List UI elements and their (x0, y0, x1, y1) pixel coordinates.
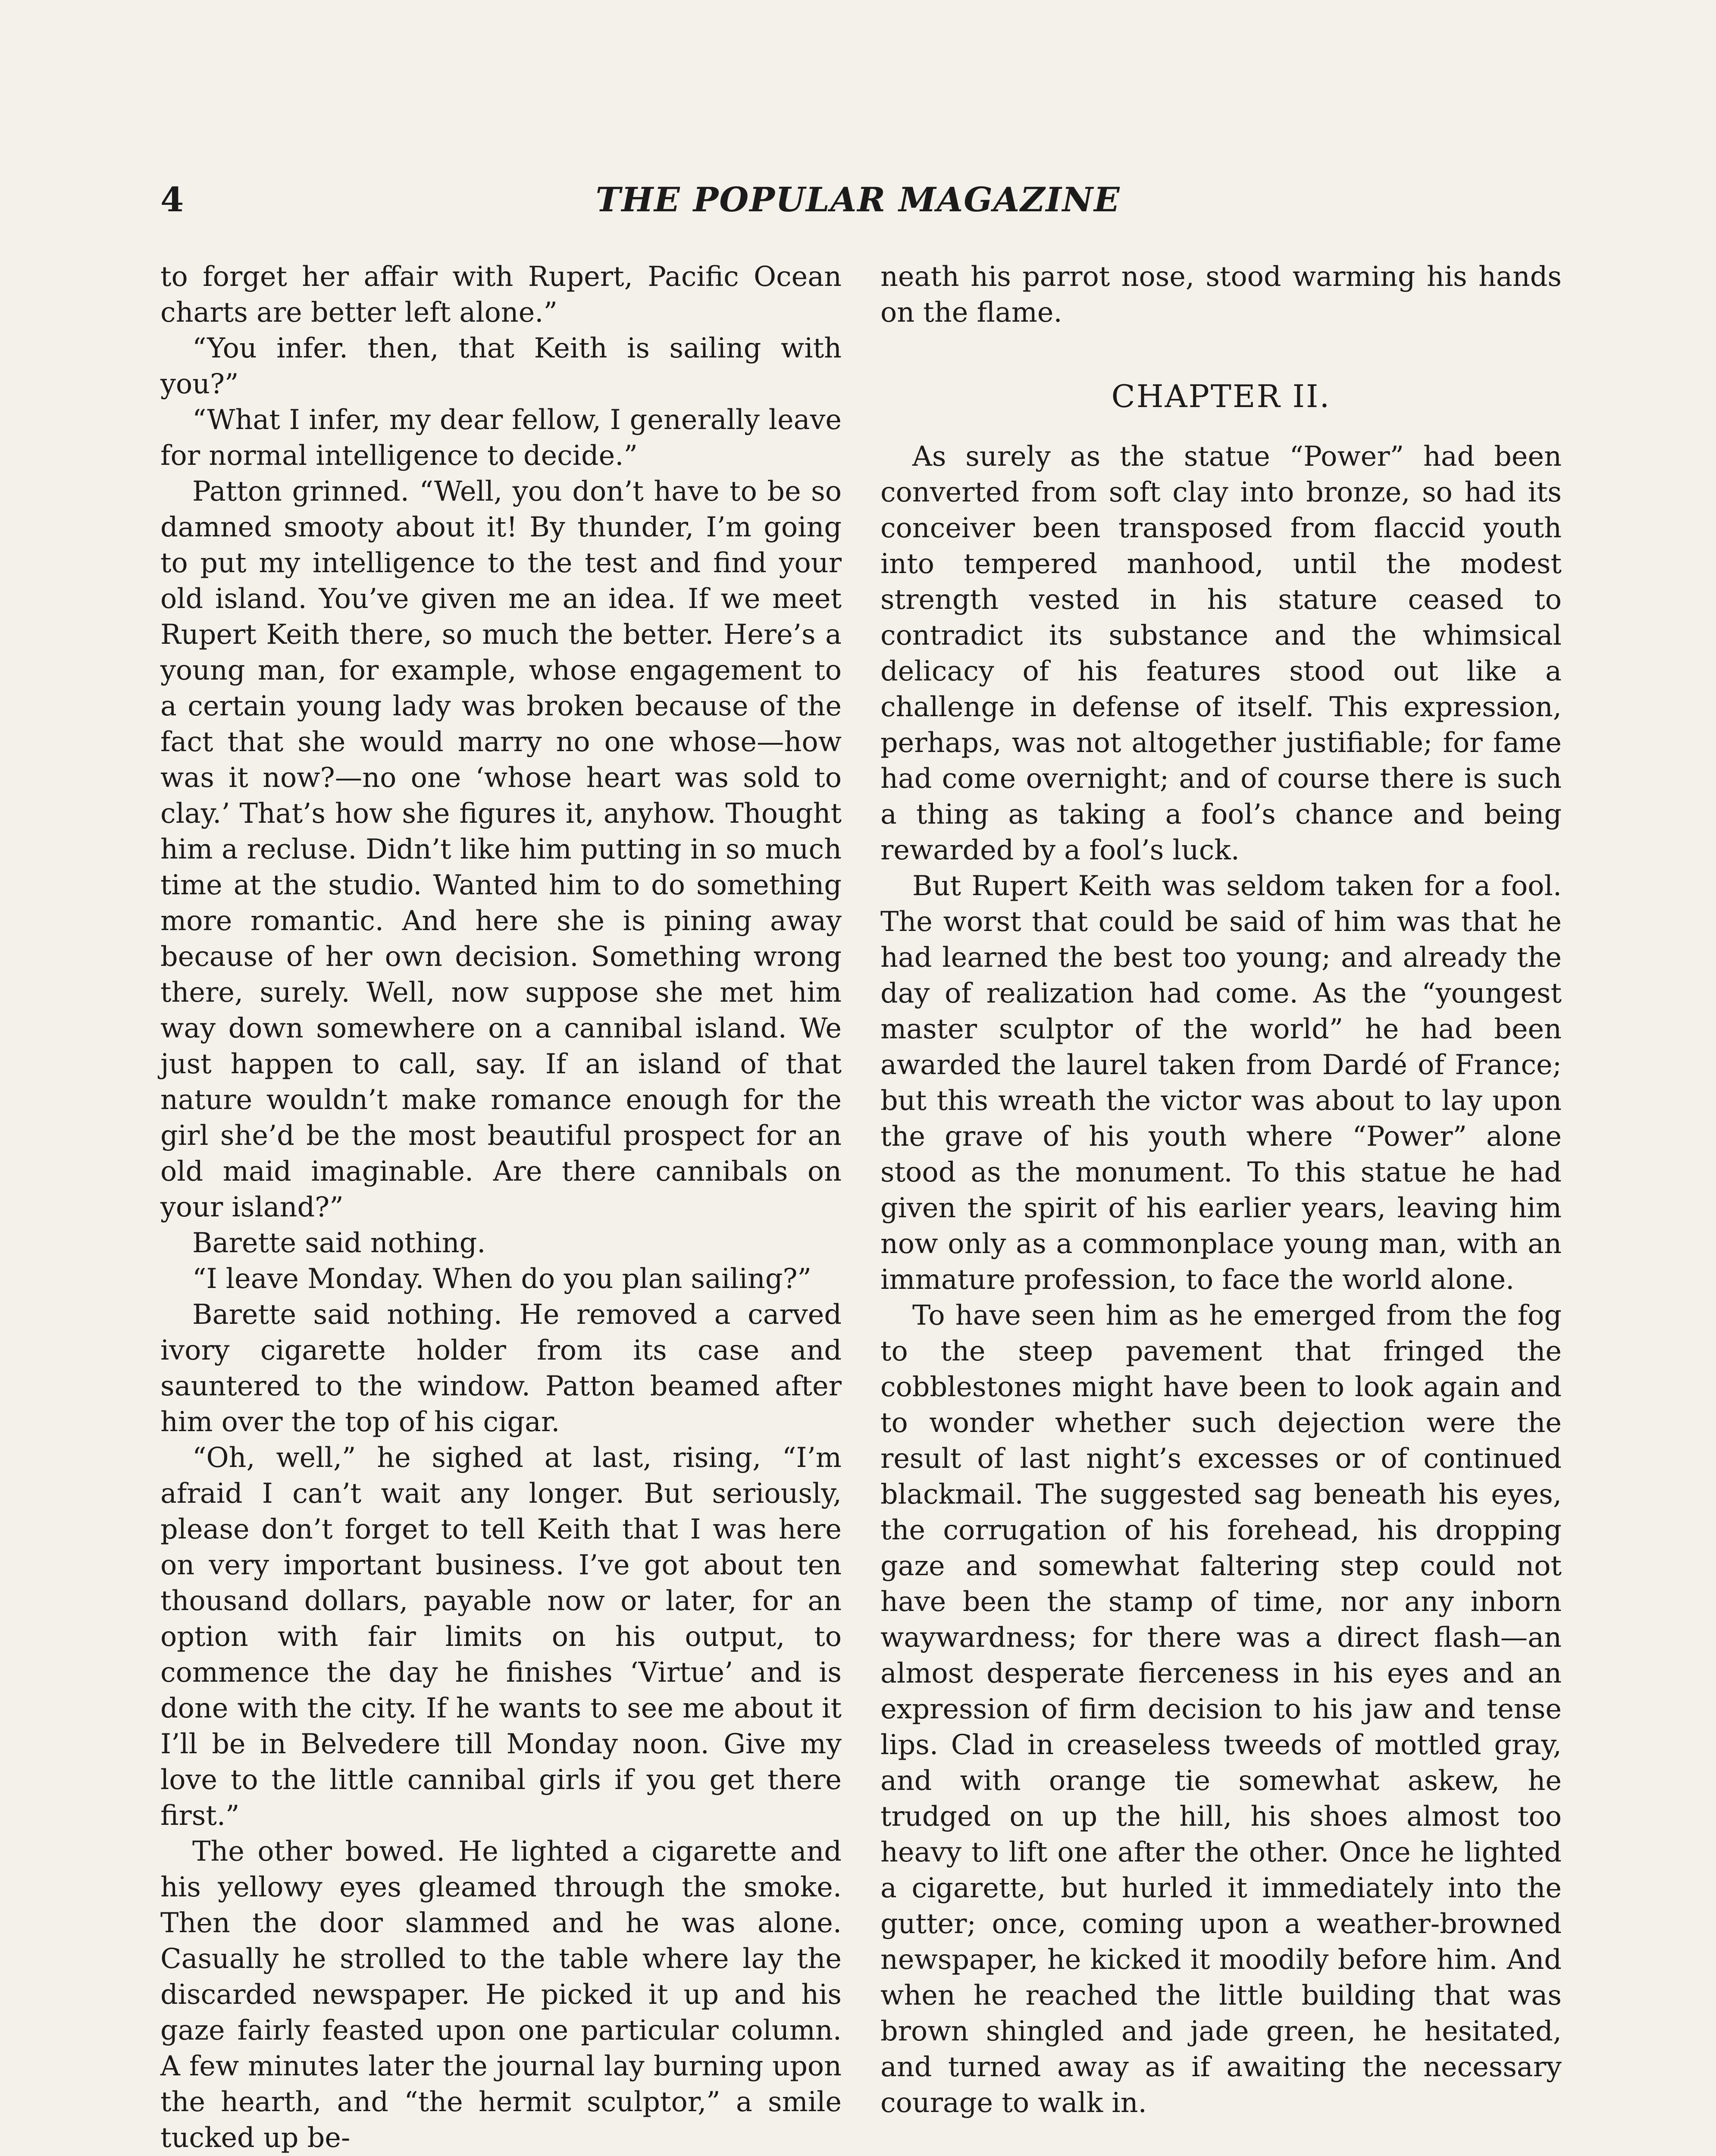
paragraph: Barette said nothing. He removed a carved ivory cigarette holder from its case and sauntered to the window. Patton beamed after him over the top of his cigar. (160, 1298, 842, 1438)
chapter-heading: CHAPTER II. (1111, 378, 1331, 414)
paragraph: The other bowed. He lighted a cigarette and his yellowy eyes gleamed through the smoke. Then the door slammed and he was alone. Casually he strolled to the table where lay the discarded newspaper. He picked it up and his gaze fairly feasted upon one particular column. A few minutes later the journal lay burning upon the hearth, and “the hermit sculptor,” a smile tucked up be- (160, 1835, 842, 2153)
paragraph: to forget her affair with Rupert, Pacific Ocean charts are better left alone.” (160, 260, 842, 328)
paragraph: “What I infer, my dear fellow, I generally leave for normal intelligence to decide.” (160, 404, 842, 471)
paragraph: Barette said nothing. (192, 1227, 486, 1259)
paragraph: But Rupert Keith was seldom taken for a fool. The worst that could be said of him was that he had learned the best too young; and already the day of realization had come. As the “youngest master sculptor of the world” he had been awarded the laurel taken from Dardé of France; but this wreath the victor was about to lay upon the grave of his youth where “Power” alone stood as the monument. To this statue he had given the spirit of his earlier years, leaving him now only as a commonplace young man, with an immature profession, to face the world alone. (880, 870, 1562, 1295)
paragraph: “I leave Monday. When do you plan sailing?” (192, 1263, 811, 1294)
running-head: THE POPULAR MAGAZINE (595, 180, 1121, 219)
left-column (160, 259, 842, 2156)
paragraph: “Oh, well,” he sighed at last, rising, “I’m afraid I can’t wait any longer. But seriously, please don’t forget to tell Keith that I was here on very important business. I’ve got about ten thousand dollars, payable now or later, for an option with fair limits on his output, to commence the day he finishes ‘Virtue’ and is done with the city. If he wants to see me about it I’ll be in Belvedere till Monday noon. Give my love to the little cannibal girls if you get there first.” (160, 1442, 842, 1831)
paragraph: “You infer. then, that Keith is sailing with you?” (160, 332, 842, 400)
paragraph: To have seen him as he emerged from the fog to the steep pavement that fringed the cobblestones might have been to look again and to wonder whether such dejection were the result of last night’s excesses or of continued blackmail. The suggested sag beneath his eyes, the corrugation of his forehead, his dropping gaze and somewhat faltering step could not have been the stamp of time, nor any inborn waywardness; for there was a direct flash—an almost desperate fierceness in his eyes and an expression of firm decision to his jaw and tense lips. Clad in creaseless tweeds of mottled gray, and with orange tie somewhat askew, he trudged on up the hill, his shoes almost too heavy to lift one after the other. Once he lighted a cigarette, but hurled it immediately into the gutter; once, coming upon a weather-browned newspaper, he kicked it moodily before him. And when he reached the little building that was brown shingled and jade green, he hesitated, and turned away as if awaiting the necessary courage to walk in. (880, 1299, 1562, 2118)
paragraph: neath his parrot nose, stood warming his hands on the flame. (880, 260, 1562, 328)
paragraph: As surely as the statue “Power” had been converted from soft clay into bronze, so had its conceiver been transposed from flaccid youth into tempered manhood, until the modest strength vested in his stature ceased to contradict its substance and the whimsical delicacy of his features stood out like a challenge in defense of itself. This expression, perhaps, was not altogether justifiable; for fame had come overnight; and of course there is such a thing as taking a fool’s chance and being rewarded by a fool’s luck. (880, 440, 1562, 866)
right-column (880, 259, 1562, 2121)
page-number: 4 (160, 180, 184, 219)
paragraph: Patton grinned. “Well, you don’t have to be so damned smooty about it! By thunder, I’m going to put my intelligence to the test and find your old island. You’ve given me an idea. If we meet Rupert Keith there, so much the better. Here’s a young man, for example, whose engagement to a certain young lady was broken because of the fact that she would marry no one whose—how was it now?—no one ‘whose heart was sold to clay.’ That’s how she figures it, anyhow. Thought him a recluse. Didn’t like him putting in so much time at the studio. Wanted him to do something more romantic. And here she is pining away because of her own decision. Something wrong there, surely. Well, now suppose she met him way down somewhere on a cannibal island. We just happen to call, say. If an island of that nature wouldn’t make romance enough for the girl she’d be the most beautiful prospect for an old maid imaginable. Are there cannibals on your island?” (160, 475, 842, 1223)
